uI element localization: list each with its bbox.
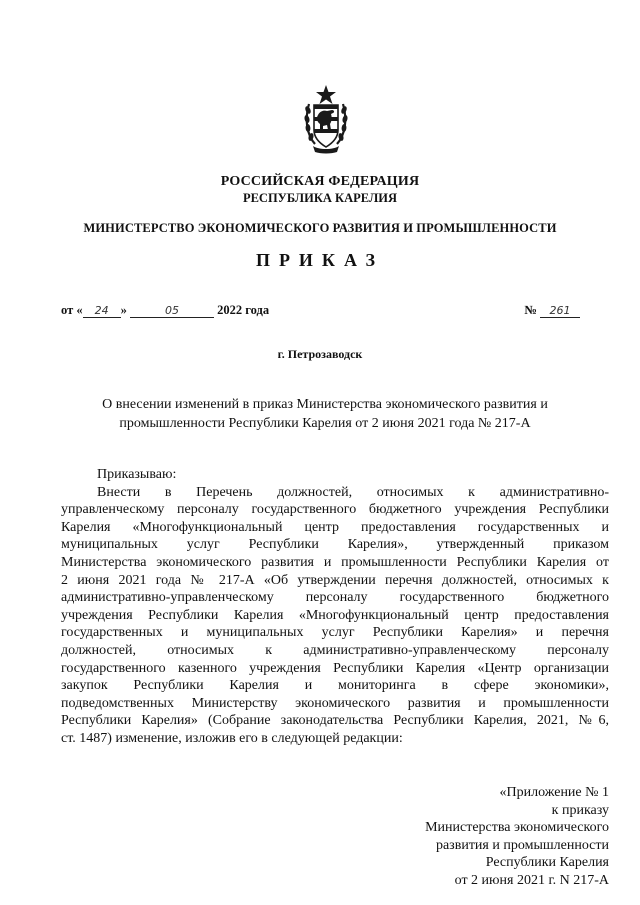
body-line: должностей, относимых к административно-управленческому персоналу xyxy=(61,642,609,658)
body-line: Республики Карелия» (Собрание законодательства Республики Карелия, 2021, №6, xyxy=(61,713,609,729)
body-line: учреждения Республики Карелия «Многофункциональный центр предоставления xyxy=(61,607,609,623)
order-date-line xyxy=(61,303,269,318)
date-prefix: от « xyxy=(61,303,83,317)
order-subject xyxy=(80,395,570,433)
city-label: г. Петрозаводск xyxy=(277,347,363,361)
document-type-title: ПРИКАЗ xyxy=(255,250,385,270)
appendix-line: к приказу xyxy=(551,802,609,818)
appendix-header xyxy=(425,784,609,890)
body-line: Внести в Перечень должностей, относимых к административно- xyxy=(97,484,609,500)
body-line: государственного казенного учреждения Республики Карелия «Центр организации xyxy=(61,660,609,676)
header-ministry: МИНИСТЕРСТВО ЭКОНОМИЧЕСКОГО РАЗВИТИЯ И ПРОМЫШЛЕННОСТИ xyxy=(83,221,557,235)
body-line: управленческому персоналу государственного бюджетного учреждения Республики xyxy=(61,502,609,518)
order-number-line xyxy=(524,303,580,318)
body-line: Карелия «Многофункциональный центр предоставления государственных и xyxy=(61,519,609,535)
body-line: административно-управленческому персоналу государственного бюджетного xyxy=(61,590,609,606)
header-republic: РЕСПУБЛИКА КАРЕЛИЯ xyxy=(242,191,398,205)
date-mid: » xyxy=(120,303,127,317)
appendix-line: Республики Карелия xyxy=(485,855,609,871)
appendix-line: Министерства экономического xyxy=(425,820,609,836)
coat-of-arms-emblem xyxy=(303,84,349,154)
body-line: закупок Республики Карелия и мониторинга в сфере экономики», xyxy=(61,678,609,694)
body-line: государственных и муниципальных услуг Республики Карелия» и перечня xyxy=(61,625,609,641)
body-line: Министерства экономического развития и промышленности Республики Карелия от xyxy=(61,554,609,570)
subject-line: О внесении изменений в приказ Министерства экономического развития и xyxy=(102,397,548,412)
appendix-line: «Приложение № 1 xyxy=(499,785,609,800)
appendix-line: развития и промышленности xyxy=(435,837,609,853)
header-federation: РОССИЙСКАЯ ФЕДЕРАЦИЯ xyxy=(220,174,420,189)
appendix-line: от 2 июня 2021 г. N 217-А xyxy=(454,872,609,888)
order-body xyxy=(61,466,609,748)
body-line: ст. 1487) изменение, изложив его в следующей редакции: xyxy=(61,730,403,746)
order-number-field: 261 xyxy=(540,304,580,318)
date-day-field: 24 xyxy=(83,304,121,318)
body-line: подведомственных Министерству экономического развития и промышленности xyxy=(61,695,609,711)
subject-line: промышленности Республики Карелия от 2 июня 2021 года № 217-А xyxy=(119,416,531,431)
number-prefix: № xyxy=(524,303,537,317)
body-line: 2 июня 2021 года № 217-А «Об утверждении перечня должностей, относимых к xyxy=(61,572,609,588)
body-line: муниципальных услуг Республики Карелия», утвержденный приказом xyxy=(61,537,609,553)
date-year: 2022 года xyxy=(217,303,270,317)
date-month-field: 05 xyxy=(130,304,214,318)
body-line: Приказываю: xyxy=(97,467,177,482)
